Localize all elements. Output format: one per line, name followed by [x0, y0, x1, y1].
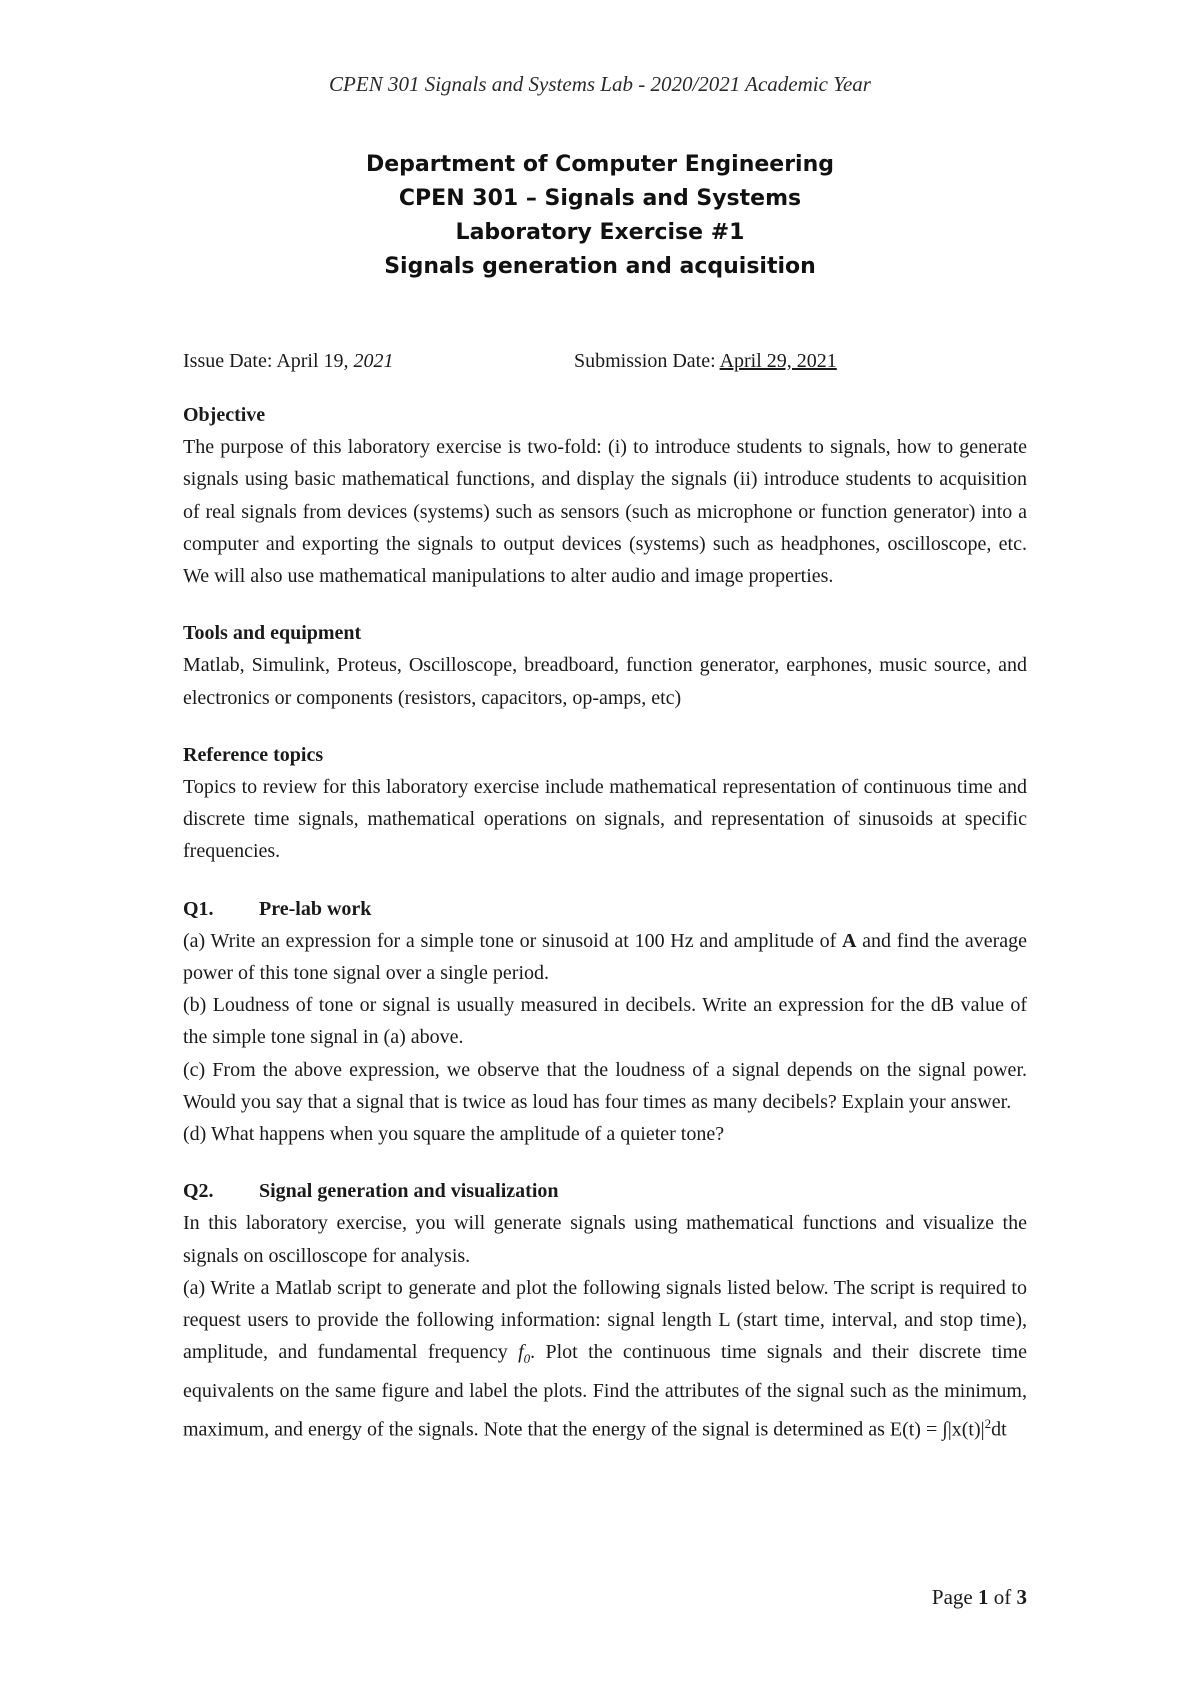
- running-header: CPEN 301 Signals and Systems Lab - 2020/2021 Academic Year: [329, 72, 871, 96]
- amplitude-symbol: A: [841, 929, 857, 952]
- department-title: Department of Computer Engineering: [366, 152, 834, 177]
- q2-intro: In this laboratory exercise, you will generate signals using mathematical functions and visualize the signals on oscilloscope for analysis.: [183, 1212, 1027, 1267]
- q2-heading: [183, 1175, 1027, 1207]
- page-of: of: [993, 1585, 1012, 1609]
- objective-section: [183, 399, 1027, 592]
- q1-title: Pre-lab work: [259, 897, 372, 920]
- q1-part-d: (d) What happens when you square the amplitude of a quieter tone?: [183, 1123, 725, 1146]
- page-number: [932, 1585, 1027, 1610]
- issue-date-year: 2021: [353, 350, 394, 372]
- issue-date-value: April 19: [276, 350, 344, 372]
- tools-heading: Tools and equipment: [183, 622, 362, 645]
- energy-dt: dt: [991, 1418, 1007, 1441]
- objective-heading: Objective: [183, 404, 266, 426]
- q1-heading: [183, 893, 1027, 925]
- q1-number: Q1.: [183, 897, 214, 920]
- submission-date-label: Submission Date:: [574, 350, 716, 372]
- q1-part-b: (b) Loudness of tone or signal is usually measured in decibels. Write an expression for the dB value of the simple tone signal in (a) above.: [183, 994, 1027, 1049]
- tools-text: Matlab, Simulink, Proteus, Oscilloscope, breadboard, function generator, earphones, music source, and electronics or components (resistors, capacitors, op-amps, etc): [183, 654, 1027, 709]
- issue-date-sep: ,: [343, 350, 349, 372]
- reference-section: [183, 739, 1027, 868]
- tools-section: [183, 617, 1027, 714]
- page-current: 1: [978, 1585, 989, 1609]
- topic-title: Signals generation and acquisition: [384, 254, 816, 279]
- q2-section: [183, 1175, 1027, 1445]
- q2-title: Signal generation and visualization: [259, 1180, 559, 1203]
- submission-date: [574, 345, 837, 377]
- q1-part-a-text: (a) Write an expression for a simple tone or sinusoid at 100 Hz and amplitude of: [183, 929, 842, 952]
- reference-heading: Reference topics: [183, 743, 324, 766]
- reference-text: Topics to review for this laboratory exercise include mathematical representation of continuous time and discrete time signals, mathematical operations on signals, and representation of sinusoids at specific frequencies.: [183, 776, 1027, 863]
- exercise-title: Laboratory Exercise #1: [455, 220, 745, 245]
- q1-part-a-text-end: and find the average power of this tone signal over a single period.: [183, 929, 1027, 985]
- course-title: CPEN 301 – Signals and Systems: [398, 186, 802, 211]
- energy-exponent: 2: [984, 1415, 992, 1431]
- q2-number: Q2.: [183, 1180, 214, 1203]
- page-label: Page: [931, 1585, 973, 1609]
- q1-part-a: [183, 925, 1027, 989]
- document-body: [183, 345, 1027, 1471]
- issue-date-label: Issue Date:: [183, 350, 273, 372]
- objective-text: The purpose of this laboratory exercise is two-fold: (i) to introduce students to signals, how to generate signals using basic mathematical functions, and display the signals (ii) introduce students to acquisition of real signals from devices (systems) such as sensors (such as microphone or function generator) into a computer and exporting the signals to output devices (systems) such as headphones, oscilloscope, etc. We will also use mathematical manipulations to alter audio and image properties.: [183, 436, 1027, 588]
- q1-part-c: (c) From the above expression, we observe that the loudness of a signal depends on the signal power. Would you say that a signal that is twice as loud has four times as many decibels? Explain your answer.: [183, 1058, 1027, 1113]
- frequency-symbol: f: [518, 1341, 524, 1364]
- dates-row: [183, 345, 1027, 377]
- q2-part-a-text-end: . Plot the continuous time signals and their discrete time equivalents on the same figure and label the plots. Find the attributes of the signal such as the minimum, maximum, and energy of the signals. Note that the energy of the signal is determined as E(t) = ∫|x(t)|: [183, 1341, 1027, 1441]
- title-block: [0, 148, 1200, 284]
- issue-date: [183, 345, 394, 377]
- q2-part-a-text: (a) Write a Matlab script to generate and plot the following signals listed below. The script is required to request users to provide the following information: signal length L (start time, interval, and stop time), amplitude, and fundamental frequency: [183, 1276, 1027, 1364]
- q2-part-a: [183, 1272, 1027, 1446]
- submission-date-value: April 29, 2021: [719, 350, 837, 372]
- frequency-subscript: 0: [523, 1351, 531, 1367]
- page-total: 3: [1016, 1585, 1027, 1609]
- q1-section: [183, 893, 1027, 1151]
